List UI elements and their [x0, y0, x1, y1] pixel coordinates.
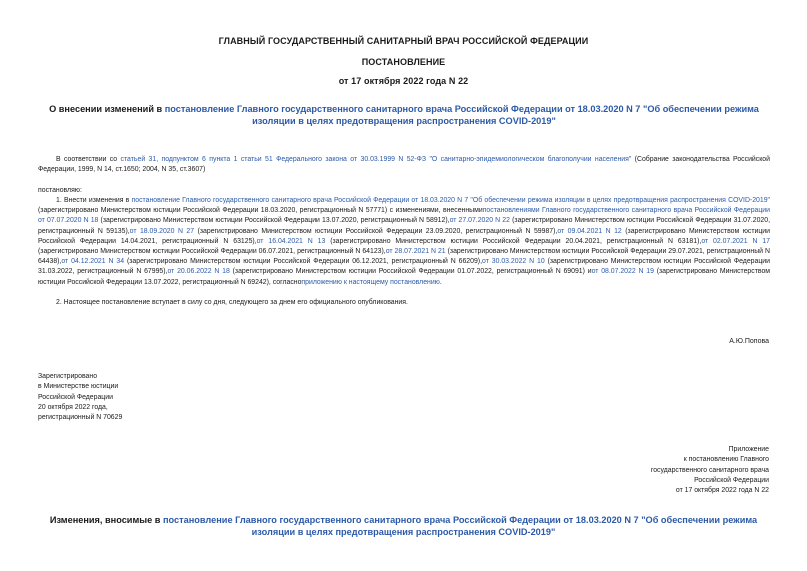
title-prefix: О внесении изменений в — [49, 104, 165, 114]
item1-text: . — [439, 278, 442, 286]
item1-text: (зарегистрировано Министерством юстиции Российской Федерации 23.09.2020, регистрационный N 59987), — [194, 227, 558, 235]
item1-text: (зарегистрировано Министерством юстиции Российской Федерации 01.07.2022, регистрационный N 69091) и — [229, 268, 592, 276]
item1-text: (зарегистрировано Министерством юстиции Российской Федерации 31.03.2022, регистрационный N 67995), — [38, 258, 770, 276]
preamble-law-link[interactable]: статьей 31, подпунктом 6 пункта 1 статьи 51 Федерального закона от 30.03.1999 N 52-ФЗ "О санитарно-эпидемиологическом благополучии населения" — [120, 156, 632, 163]
item1-text: 1. Внести изменения в — [56, 197, 132, 204]
item-2-paragraph: 2. Настоящее постановление вступает в силу со дня, следующего за днем его официального опубликования. — [56, 299, 408, 306]
appendix-line: от 17 октября 2022 года N 22 — [675, 487, 769, 495]
appendix-link[interactable]: приложению к настоящему постановлению — [301, 278, 440, 286]
preamble-paragraph — [38, 155, 770, 175]
item1-text: (зарегистрировано Министерством юстиции Российской Федерации 31.07.2020, регистрационный N 59135), — [38, 217, 771, 235]
registration-line: 20 октября 2022 года, — [38, 403, 108, 411]
resolve-line: постановляю: — [38, 187, 82, 194]
appendix-title — [30, 515, 777, 538]
item1-link[interactable]: от 08.07.2022 N 19 — [591, 268, 654, 276]
document-title — [40, 103, 768, 127]
appendix-title-link[interactable]: постановление Главного государственного санитарного врача Российской Федерации от 18.03.2020 N 7 "Об обеспечении режима изоляции в целях предотвращения распространения COVID-2019" — [162, 515, 758, 537]
item1-link[interactable]: от 30.03.2022 N 10 — [482, 258, 545, 266]
preamble-text-1: В соответствии со — [56, 156, 121, 163]
item1-text: (зарегистрировано Министерством юстиции Российской Федерации 18.03.2020, регистрационный N 57771) с изменениями, внесенными — [38, 207, 483, 215]
registration-line: Российской Федерации — [38, 393, 113, 401]
item1-link[interactable]: от 04.12.2021 N 34 — [61, 258, 125, 266]
item1-text: (зарегистрировано Министерством юстиции Российской Федерации 13.07.2020, регистрационный N 58912), — [98, 217, 450, 225]
appendix-line: Российской Федерации — [694, 476, 769, 484]
issuing-authority: ГЛАВНЫЙ ГОСУДАРСТВЕННЫЙ САНИТАРНЫЙ ВРАЧ РОССИЙСКОЙ ФЕДЕРАЦИИ — [218, 36, 589, 46]
appendix-line: к постановлению Главного — [683, 456, 769, 464]
appendix-title-prefix: Изменения, вносимые в — [49, 515, 163, 525]
appendix-block — [569, 445, 769, 496]
document-date-number: от 17 октября 2022 года N 22 — [338, 76, 469, 86]
registration-line: в Министерстве юстиции — [38, 383, 119, 391]
item1-link[interactable]: от 28.07.2021 N 21 — [385, 248, 446, 256]
item-1-paragraph — [38, 196, 770, 288]
item1-text: (зарегистрировано Министерством юстиции Российской Федерации 13.07.2022, регистрационный N 69242), согласно — [38, 268, 771, 286]
appendix-line: Приложение — [728, 446, 769, 453]
item1-link[interactable]: постановлениями Главного государственного санитарного врача Российской Федерации от 07.07.2020 N 18 — [38, 207, 771, 225]
item1-text: (зарегистрировано Министерством юстиции Российской Федерации 14.04.2021, регистрационный N 63125), — [38, 227, 770, 245]
item1-link[interactable]: от 18.09.2020 N 27 — [129, 227, 195, 235]
item1-link[interactable]: от 27.07.2020 N 22 — [449, 217, 510, 225]
registration-line: Зарегистрировано — [38, 373, 98, 380]
preamble-text-2: (Собрание законодательства Российской Федерации, 1999, N 14, ст.1650; 2004, N 35, ст.3607) — [38, 156, 770, 174]
item1-link[interactable]: от 02.07.2021 N 17 — [701, 237, 770, 245]
title-link[interactable]: постановление Главного государственного санитарного врача Российской Федерации от 18.03.2020 N 7 "Об обеспечении режима изоляции в целях предотвращения распространения COVID-2019" — [164, 104, 759, 126]
item1-text: (зарегистрировано Министерством юстиции Российской Федерации 06.12.2021, регистрационный N 66209), — [124, 258, 483, 266]
item1-text: (зарегистрировано Министерством юстиции Российской Федерации 29.07.2021, регистрационный N 64438), — [38, 248, 770, 266]
signatory-name: А.Ю.Попова — [729, 338, 769, 345]
registration-block — [38, 372, 122, 423]
appendix-line: государственного санитарного врача — [650, 466, 769, 474]
item1-link[interactable]: от 20.06.2022 N 18 — [167, 268, 230, 276]
document-type: ПОСТАНОВЛЕНИЕ — [361, 57, 446, 67]
item1-text: (зарегистрировано Министерством юстиции Российской Федерации 20.04.2021, регистрационный N 63181), — [325, 237, 702, 245]
item1-link[interactable]: от 09.04.2021 N 12 — [557, 227, 622, 235]
registration-line: регистрационный N 70629 — [38, 414, 123, 422]
item1-text: (зарегистрировано Министерством юстиции Российской Федерации 06.07.2021, регистрационный N 64123), — [38, 248, 386, 256]
item1-link[interactable]: постановление Главного государственного санитарного врача Российской Федерации от 18.03.2020 N 7 "Об обеспечении режима изоляции в целях предотвращения распространения COVID-2019" — [131, 197, 770, 204]
item1-link[interactable]: от 16.04.2021 N 13 — [256, 237, 326, 245]
